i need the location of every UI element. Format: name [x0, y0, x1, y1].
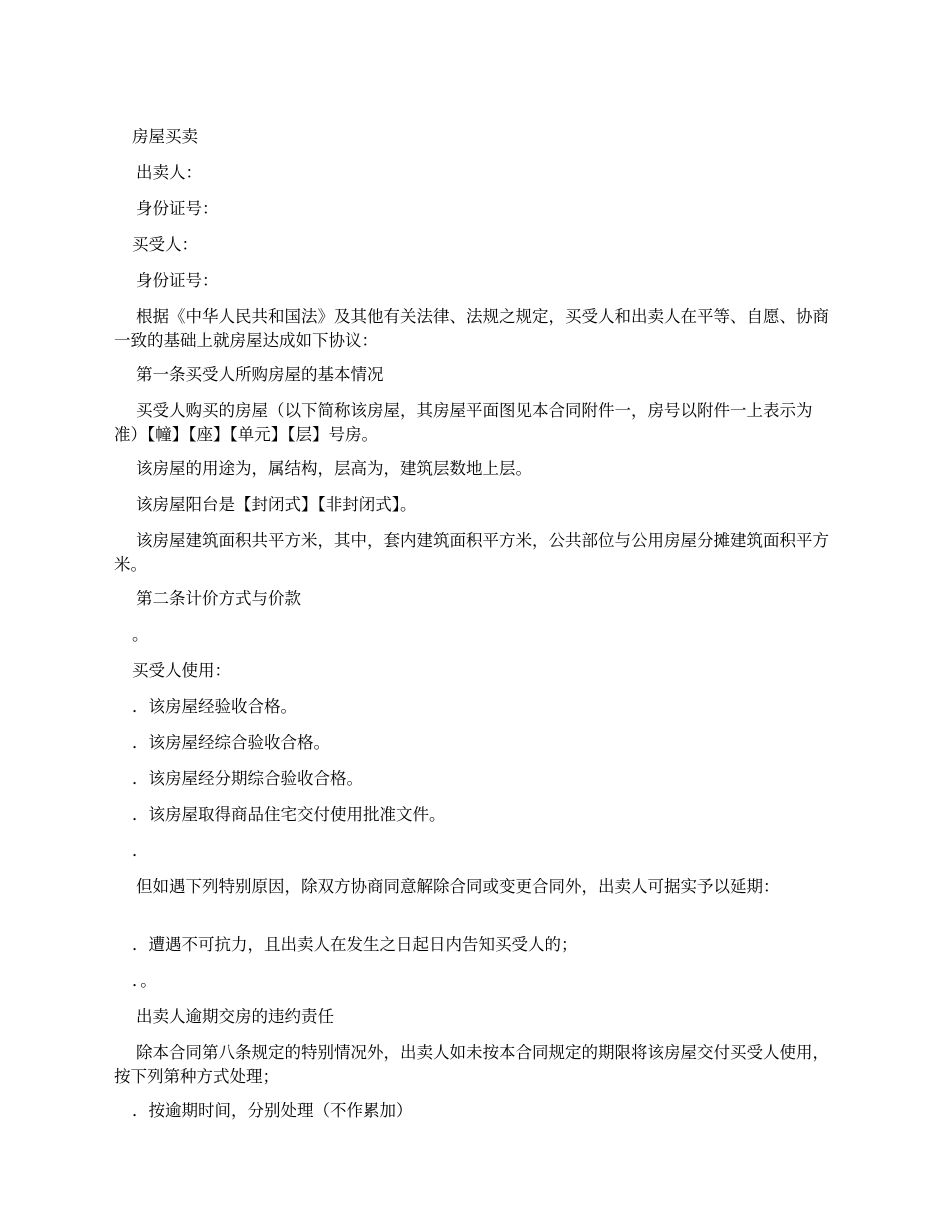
article-2-heading: 第二条计价方式与价款	[136, 589, 301, 608]
balcony-paragraph: 该房屋阳台是【封闭式】【非封闭式】。	[136, 495, 417, 514]
house-description-paragraph: 买受人购买的房屋（以下简称该房屋，其房屋平面图见本合同附件一，房号以附件一上表示为准）【幢】【座】【单元】【层】号房。	[114, 401, 813, 444]
condition-item-1: ．该房屋经验收合格。	[132, 697, 297, 716]
condition-item-4: ．该房屋取得商品住宅交付使用批准文件。	[132, 805, 446, 824]
delay-reason-item-2: ．。	[132, 971, 157, 990]
condition-item-2: ．该房屋经综合验收合格。	[132, 733, 330, 752]
condition-item-3: ．该房屋经分期综合验收合格。	[132, 769, 363, 788]
seller-label: 出卖人：	[136, 163, 202, 182]
condition-item-5: ．	[132, 841, 149, 860]
delay-reason-item-1: ．遭遇不可抗力，且出卖人在发生之日起日内告知买受人的；	[132, 935, 578, 954]
late-delivery-paragraph: 除本合同第八条规定的特别情况外，出卖人如未按本合同规定的期限将该房屋交付买受人使用，按下列第种方式处理；	[114, 1043, 829, 1086]
late-delivery-item-1: ．按逾期时间，分别处理（不作累加）	[132, 1101, 413, 1120]
delay-reasons-paragraph: 但如遇下列特别原因，除双方协商同意解除合同或变更合同外，出卖人可据实予以延期：	[136, 877, 780, 896]
preamble-paragraph: 根据《中华人民共和国法》及其他有关法律、法规之规定，买受人和出卖人在平等、自愿、协商一致的基础上就房屋达成如下协议：	[114, 307, 829, 350]
article-1-heading: 第一条买受人所购房屋的基本情况	[136, 365, 384, 384]
buyer-id-label: 身份证号：	[136, 271, 219, 290]
buyer-use-paragraph: 买受人使用：	[132, 661, 231, 680]
document-title: 房屋买卖	[132, 127, 198, 146]
house-use-paragraph: 该房屋的用途为，属结构，层高为，建筑层数地上层。	[136, 459, 532, 478]
seller-id-label: 身份证号：	[136, 199, 219, 218]
buyer-label: 买受人：	[132, 235, 198, 254]
late-delivery-heading: 出卖人逾期交房的违约责任	[136, 1007, 334, 1026]
area-paragraph: 该房屋建筑面积共平方米，其中，套内建筑面积平方米，公共部位与公用房屋分摊建筑面积平方米。	[114, 531, 829, 574]
blank-paragraph-1: 。	[132, 625, 149, 644]
